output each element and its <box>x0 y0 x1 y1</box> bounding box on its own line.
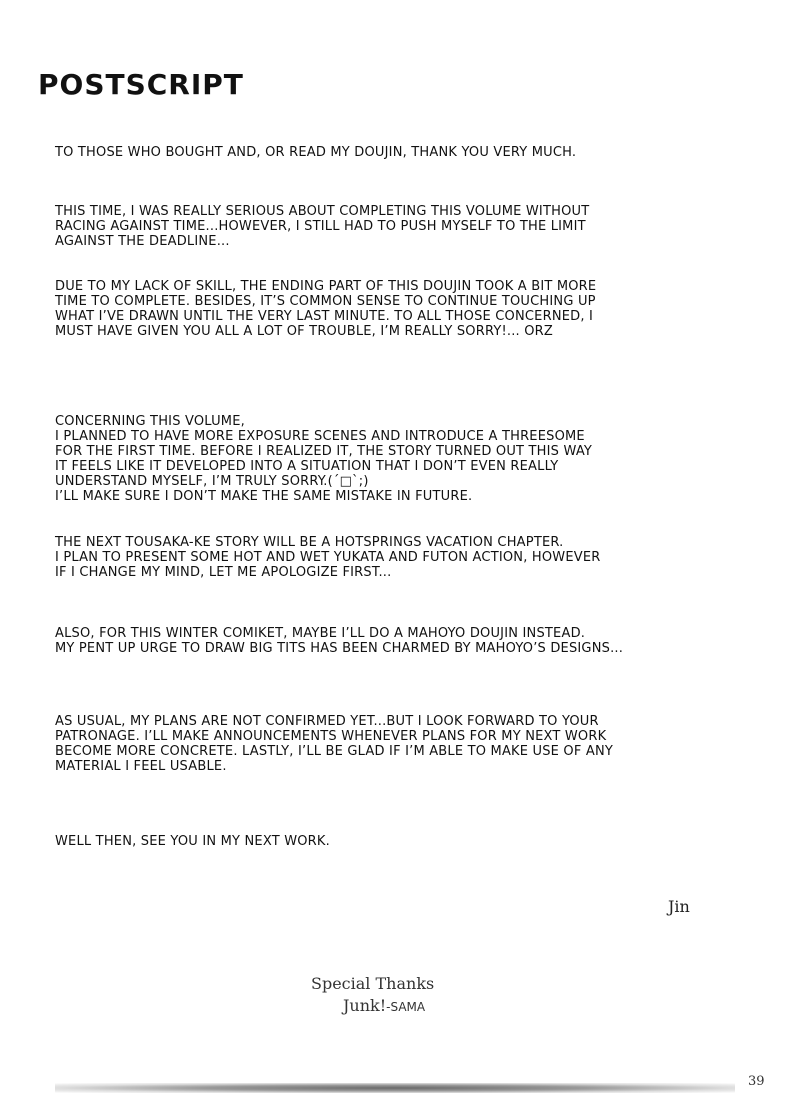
paragraph-farewell <box>55 834 330 849</box>
text-line: AS USUAL, MY PLANS ARE NOT CONFIRMED YET...BUT I LOOK FORWARD TO YOUR <box>55 714 599 729</box>
text-line: MATERIAL I FEEL USABLE. <box>55 759 227 774</box>
author-signature: Jin <box>668 897 690 916</box>
text-line: THIS TIME, I WAS REALLY SERIOUS ABOUT COMPLETING THIS VOLUME WITHOUT <box>55 204 590 219</box>
text-line: I PLANNED TO HAVE MORE EXPOSURE SCENES AND INTRODUCE A THREESOME <box>55 429 585 444</box>
paragraph-deadline <box>55 204 589 249</box>
page-number: 39 <box>748 1074 765 1089</box>
text-line: BECOME MORE CONCRETE. LASTLY, I’LL BE GLAD IF I’M ABLE TO MAKE USE OF ANY <box>55 744 614 759</box>
thanks-name-text: Junk! <box>343 996 387 1015</box>
text-line: IF I CHANGE MY MIND, LET ME APOLOGIZE FIRST... <box>55 565 392 580</box>
text-line: MUST HAVE GIVEN YOU ALL A LOT OF TROUBLE, I’M REALLY SORRY!... ORZ <box>55 324 553 339</box>
text-line: WHAT I’VE DRAWN UNTIL THE VERY LAST MINUTE. TO ALL THOSE CONCERNED, I <box>55 309 594 324</box>
footer-divider <box>55 1083 735 1093</box>
text-line: THE NEXT TOUSAKA-KE STORY WILL BE A HOTSPRINGS VACATION CHAPTER. <box>55 535 564 550</box>
text-line: TO THOSE WHO BOUGHT AND, OR READ MY DOUJIN, THANK YOU VERY MUCH. <box>55 145 577 160</box>
text-line: I’LL MAKE SURE I DON’T MAKE THE SAME MISTAKE IN FUTURE. <box>55 489 473 504</box>
paragraph-volume <box>55 414 592 504</box>
text-line: I PLAN TO PRESENT SOME HOT AND WET YUKATA AND FUTON ACTION, HOWEVER <box>55 550 601 565</box>
paragraph-comiket <box>55 626 623 656</box>
text-line: PATRONAGE. I’LL MAKE ANNOUNCEMENTS WHENEVER PLANS FOR MY NEXT WORK <box>55 729 607 744</box>
special-thanks-name <box>343 996 425 1015</box>
paragraph-apology <box>55 279 596 339</box>
thanks-name-suffix: -SAMA <box>386 1000 426 1014</box>
text-line: ALSO, FOR THIS WINTER COMIKET, MAYBE I’LL DO A MAHOYO DOUJIN INSTEAD. <box>55 626 586 641</box>
text-line: CONCERNING THIS VOLUME, <box>55 414 245 429</box>
text-line: RACING AGAINST TIME...HOWEVER, I STILL HAD TO PUSH MYSELF TO THE LIMIT <box>55 219 586 234</box>
paragraph-next-story <box>55 535 601 580</box>
text-line: UNDERSTAND MYSELF, I’M TRULY SORRY.(´□`;) <box>55 474 369 489</box>
text-line: FOR THE FIRST TIME. BEFORE I REALIZED IT, THE STORY TURNED OUT THIS WAY <box>55 444 593 459</box>
special-thanks-heading: Special Thanks <box>311 974 435 993</box>
text-line: AGAINST THE DEADLINE... <box>55 234 230 249</box>
text-line: MY PENT UP URGE TO DRAW BIG TITS HAS BEEN CHARMED BY MAHOYO’S DESIGNS... <box>55 641 624 656</box>
text-line: TIME TO COMPLETE. BESIDES, IT’S COMMON SENSE TO CONTINUE TOUCHING UP <box>55 294 596 309</box>
text-line: WELL THEN, SEE YOU IN MY NEXT WORK. <box>55 834 330 849</box>
text-line: DUE TO MY LACK OF SKILL, THE ENDING PART OF THIS DOUJIN TOOK A BIT MORE <box>55 279 597 294</box>
paragraph-plans <box>55 714 613 774</box>
paragraph-thanks <box>55 145 576 160</box>
text-line: IT FEELS LIKE IT DEVELOPED INTO A SITUATION THAT I DON’T EVEN REALLY <box>55 459 559 474</box>
page-title: POSTSCRIPT <box>38 68 244 101</box>
